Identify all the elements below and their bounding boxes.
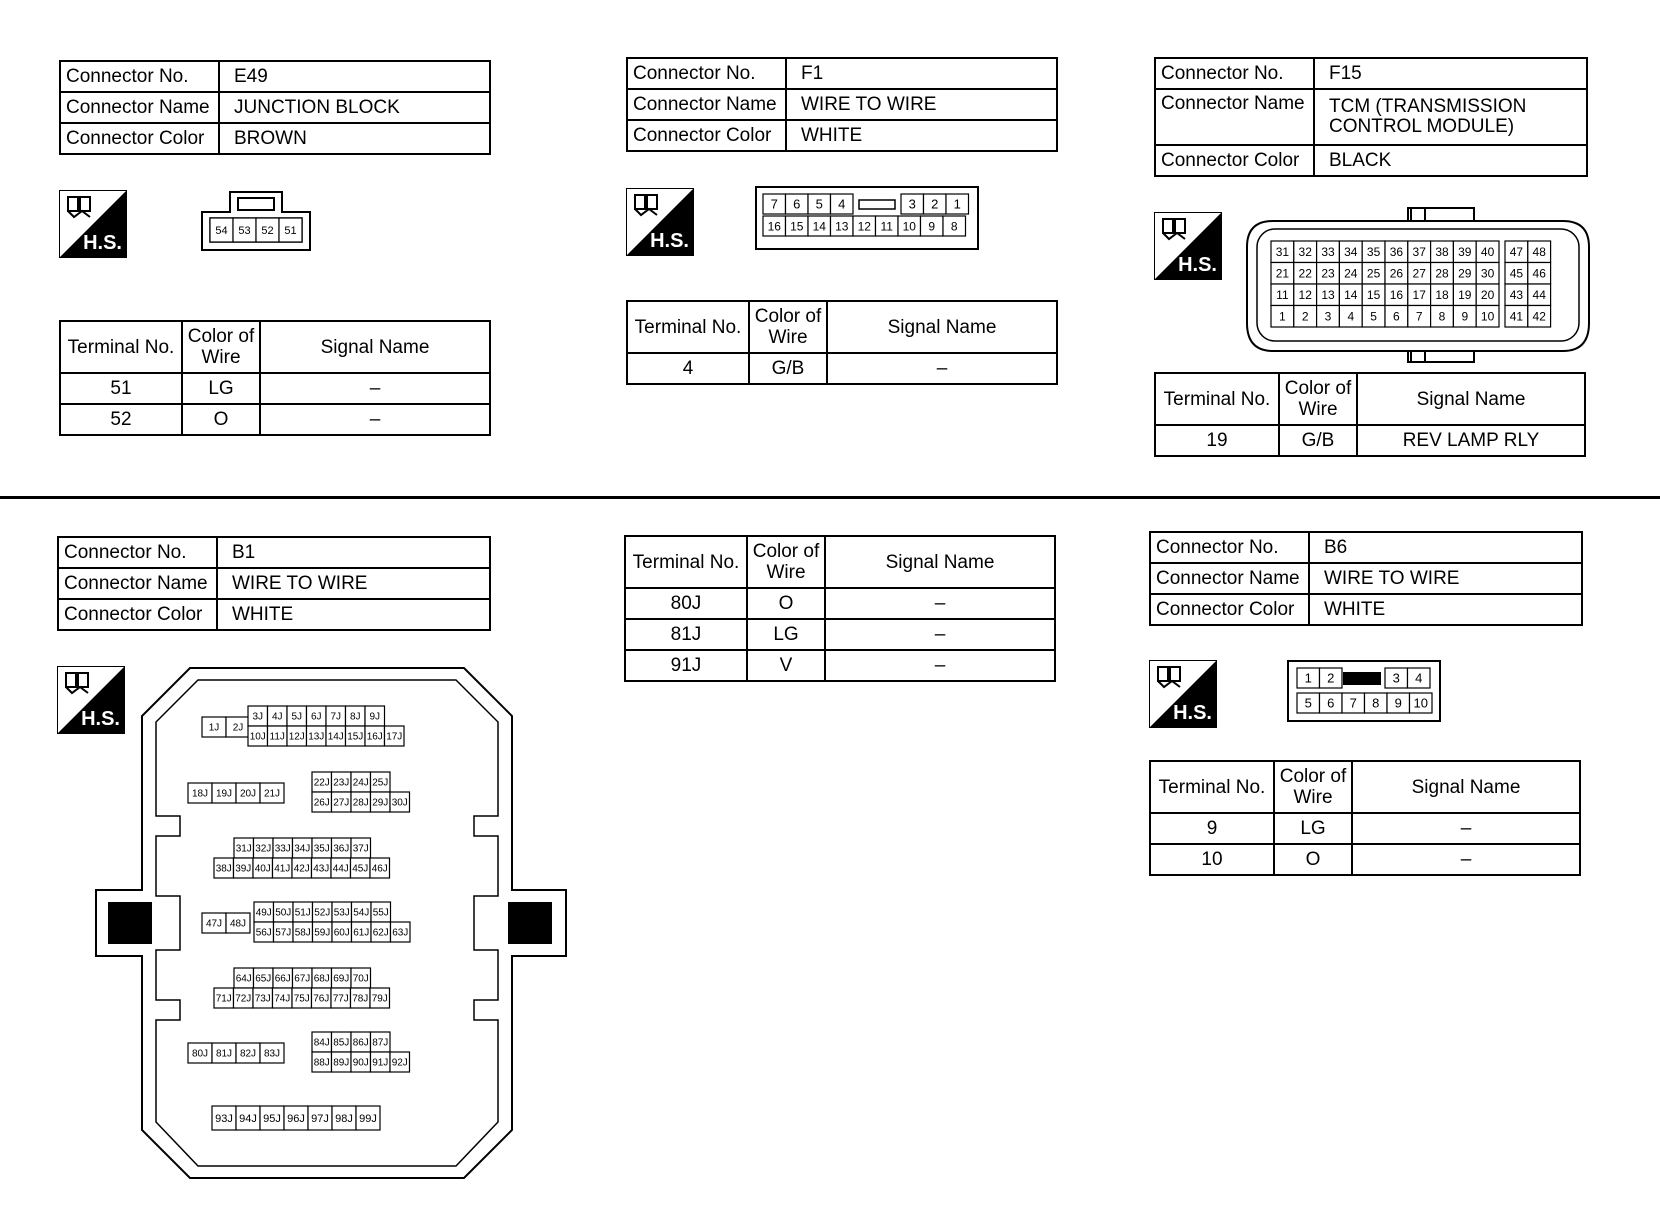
pin-label: 2 — [1301, 309, 1309, 324]
pin-label: 15 — [790, 219, 804, 234]
b6-info-table — [1149, 531, 1583, 626]
pin-label: 1 — [1279, 309, 1286, 324]
pin-label: 92J — [391, 1057, 408, 1069]
pin-label: 33J — [274, 843, 291, 855]
signal-name-header: Signal Name — [260, 321, 490, 373]
pin-label: 1J — [208, 722, 220, 734]
pin-label: 38J — [215, 863, 232, 875]
hs-icon: H.S. — [626, 188, 694, 256]
pin-label: 6 — [1393, 309, 1400, 324]
connector-name-label: Connector Name — [627, 89, 786, 120]
pin-label: 30 — [1480, 266, 1495, 281]
signal-name-header: Signal Name — [1357, 373, 1585, 425]
pin-label: 37 — [1412, 245, 1426, 260]
pin-label: 67J — [294, 973, 311, 985]
pin-label: 47J — [205, 918, 223, 930]
pin-label: 87J — [372, 1037, 389, 1049]
pin-label: 3 — [908, 196, 916, 212]
pin-label: 55J — [372, 907, 389, 919]
pin-label: 41 — [1509, 309, 1524, 324]
pin-label: 40 — [1480, 245, 1495, 260]
pin-label: 52 — [261, 224, 274, 237]
pin-label: 51J — [294, 907, 311, 919]
pin-label: 12 — [1298, 288, 1312, 303]
pin-label: 25 — [1366, 266, 1381, 281]
color-of-wire-header: Color of Wire — [1274, 761, 1352, 813]
pin-label: 3J — [252, 711, 264, 723]
f15-connector-name: TCM (TRANSMISSION CONTROL MODULE) — [1314, 89, 1587, 145]
pin-label: 80J — [191, 1048, 209, 1060]
connector-color-label: Connector Color — [1155, 145, 1314, 176]
f1-connector-no: F1 — [786, 58, 1057, 89]
e49-connector-no: E49 — [219, 61, 490, 92]
terminal-no-header: Terminal No. — [627, 301, 749, 353]
pin-label: 57J — [275, 927, 292, 939]
pin-label: 44 — [1532, 288, 1546, 303]
pin-label: 97J — [311, 1112, 329, 1125]
pin-label: 9J — [369, 711, 381, 723]
pin-label: 31J — [235, 843, 252, 855]
pin-label: 38 — [1435, 245, 1449, 260]
e49-info-table — [59, 60, 491, 155]
pin-label: 34J — [294, 843, 311, 855]
pin-label: 54 — [215, 224, 228, 237]
pin-label: 50J — [275, 907, 292, 919]
pin-label: 39 — [1458, 245, 1472, 260]
pin-label: 43J — [313, 863, 330, 875]
pin-label: 58J — [294, 927, 311, 939]
table-row: 91J V – — [625, 650, 1055, 681]
pin-label: 5 — [1304, 695, 1312, 711]
pin-label: 10 — [902, 219, 916, 234]
pin-label: 60J — [333, 927, 350, 939]
pin-label: 76J — [313, 993, 330, 1005]
pin-label: 4J — [271, 711, 283, 723]
hs-icon: H.S. — [1154, 212, 1222, 280]
signal-name-header: Signal Name — [825, 536, 1055, 588]
pin-label: 4 — [1415, 670, 1423, 686]
f1-info-table — [626, 57, 1058, 152]
pin-label: 11 — [1276, 288, 1289, 303]
pin-label: 74J — [274, 993, 291, 1005]
pin-label: 7 — [1349, 695, 1357, 711]
pin-label: 6J — [310, 711, 322, 723]
pin-label: 13 — [835, 219, 849, 234]
color-of-wire-header: Color of Wire — [182, 321, 260, 373]
b1-connector-color: WHITE — [217, 599, 490, 630]
pin-label: 32 — [1298, 245, 1312, 260]
pin-label: 9 — [1394, 695, 1402, 711]
pin-label: 3 — [1324, 309, 1332, 324]
pin-label: 78J — [352, 993, 369, 1005]
pin-label: 48J — [229, 918, 247, 930]
pin-label: 46 — [1532, 266, 1546, 281]
table-row: 81J LG – — [625, 619, 1055, 650]
pin-label: 54J — [353, 907, 370, 919]
pin-label: 27 — [1412, 266, 1426, 281]
pin-label: 5 — [815, 196, 823, 212]
pin-label: 25J — [372, 777, 389, 789]
pin-label: 8 — [1372, 695, 1380, 711]
pin-label: 13J — [308, 731, 325, 743]
pin-label: 21 — [1275, 266, 1290, 281]
pin-label: 65J — [255, 973, 272, 985]
pin-label: 91J — [372, 1057, 389, 1069]
pin-label: 81J — [215, 1048, 233, 1060]
pin-label: 94J — [239, 1112, 257, 1125]
pin-label: 23 — [1321, 266, 1335, 281]
pin-label: 17 — [1412, 288, 1426, 303]
pin-label: 3 — [1392, 670, 1400, 686]
pin-label: 12J — [288, 731, 305, 743]
pin-label: 79J — [371, 993, 388, 1005]
pin-label: 52J — [314, 907, 331, 919]
section-divider — [0, 496, 1660, 499]
color-of-wire-header: Color of Wire — [747, 536, 825, 588]
pin-label: 6 — [1327, 695, 1335, 711]
table-row: 10 O – — [1150, 844, 1580, 875]
pin-label: 85J — [333, 1037, 350, 1049]
pin-label: 24 — [1344, 266, 1358, 281]
b6-connector-name: WIRE TO WIRE — [1309, 563, 1582, 594]
b1-connector-face — [94, 666, 568, 1180]
pin-label: 96J — [287, 1112, 305, 1125]
table-row: 52 O – — [60, 404, 490, 435]
f15-terminal-table — [1154, 372, 1586, 457]
pin-label: 89J — [333, 1057, 350, 1069]
signal-name-header: Signal Name — [827, 301, 1057, 353]
pin-label: 26 — [1389, 266, 1404, 281]
pin-label: 14 — [1344, 288, 1358, 303]
pin-label: 5J — [291, 711, 303, 723]
pin-label: 14J — [327, 731, 344, 743]
pin-label: 20J — [239, 788, 257, 800]
pin-label: 29 — [1458, 266, 1472, 281]
pin-label: 21J — [263, 788, 281, 800]
pin-label: 46J — [371, 863, 388, 875]
pin-label: 5 — [1370, 309, 1377, 324]
pin-label: 83J — [263, 1048, 281, 1060]
pin-label: 17J — [386, 731, 403, 743]
b1-connector-name: WIRE TO WIRE — [217, 568, 490, 599]
pin-label: 43 — [1509, 288, 1524, 303]
pin-label: 47 — [1509, 245, 1524, 260]
connector-name-label: Connector Name — [58, 568, 217, 599]
e49-connector-color: BROWN — [219, 123, 490, 154]
pin-label: 42J — [293, 863, 310, 875]
terminal-no-header: Terminal No. — [1150, 761, 1274, 813]
pin-label: 30J — [391, 797, 408, 809]
pin-label: 69J — [333, 973, 350, 985]
connector-no-label: Connector No. — [1155, 58, 1314, 89]
f15-info-table — [1154, 57, 1588, 177]
pin-label: 22 — [1298, 266, 1312, 281]
pin-label: 37J — [352, 843, 369, 855]
pin-label: 70J — [352, 973, 369, 985]
table-row: 4 G/B – — [627, 353, 1057, 384]
pin-label: 18 — [1435, 288, 1449, 303]
b6-connector-color: WHITE — [1309, 594, 1582, 625]
pin-label: 8 — [950, 219, 958, 234]
pin-label: 72J — [235, 993, 252, 1005]
pin-label: 8 — [1438, 309, 1446, 324]
b6-connector-face — [1287, 660, 1441, 722]
pin-label: 15 — [1366, 288, 1381, 303]
pin-label: 42 — [1532, 309, 1546, 324]
pin-label: 11J — [269, 731, 285, 743]
connector-name-label: Connector Name — [1150, 563, 1309, 594]
pin-label: 35J — [313, 843, 330, 855]
pin-label: 27J — [333, 797, 350, 809]
pin-label: 35 — [1366, 245, 1381, 260]
f15-connector-no: F15 — [1314, 58, 1587, 89]
f1-terminal-table — [626, 300, 1058, 385]
connector-name-label: Connector Name — [1155, 89, 1314, 145]
f1-connector-name: WIRE TO WIRE — [786, 89, 1057, 120]
e49-connector-name: JUNCTION BLOCK — [219, 92, 490, 123]
pin-label: 36J — [333, 843, 350, 855]
pin-label: 28J — [352, 797, 369, 809]
pin-label: 53 — [238, 224, 251, 237]
pin-label: 34 — [1344, 245, 1358, 260]
pin-label: 18J — [191, 788, 209, 800]
pin-label: 9 — [928, 219, 936, 234]
connector-name-label: Connector Name — [60, 92, 219, 123]
e49-connector-face — [200, 188, 312, 254]
pin-label: 4 — [1347, 309, 1355, 324]
connector-no-label: Connector No. — [1150, 532, 1309, 563]
pin-label: 45 — [1509, 266, 1524, 281]
pin-label: 31 — [1275, 245, 1290, 260]
pin-label: 95J — [263, 1112, 281, 1125]
pin-label: 33 — [1321, 245, 1335, 260]
pin-label: 88J — [313, 1057, 330, 1069]
hs-icon: H.S. — [59, 190, 127, 258]
pin-label: 73J — [254, 993, 271, 1005]
pin-label: 41J — [274, 863, 291, 875]
pin-label: 29J — [372, 797, 389, 809]
table-row: 9 LG – — [1150, 813, 1580, 844]
b6-terminal-table — [1149, 760, 1581, 876]
pin-label: 11 — [880, 219, 893, 234]
pin-label: 10 — [1413, 695, 1428, 711]
pin-label: 51 — [284, 224, 297, 237]
b1-connector-no: B1 — [217, 537, 490, 568]
pin-label: 77J — [332, 993, 349, 1005]
pin-label: 40J — [254, 863, 271, 875]
pin-label: 16 — [1389, 288, 1404, 303]
pin-label: 84J — [313, 1037, 330, 1049]
pin-label: 59J — [314, 927, 331, 939]
pin-label: 61J — [353, 927, 370, 939]
connector-color-label: Connector Color — [1150, 594, 1309, 625]
pin-label: 45J — [352, 863, 369, 875]
color-of-wire-header: Color of Wire — [1279, 373, 1357, 425]
pin-label: 26J — [313, 797, 330, 809]
pin-label: 7 — [770, 196, 778, 212]
pin-label: 8J — [349, 711, 361, 723]
connector-color-label: Connector Color — [627, 120, 786, 151]
terminal-no-header: Terminal No. — [60, 321, 182, 373]
connector-no-label: Connector No. — [627, 58, 786, 89]
pin-label: 16 — [767, 219, 781, 234]
pin-label: 10J — [249, 731, 266, 743]
table-row: 51 LG – — [60, 373, 490, 404]
pin-label: 13 — [1321, 288, 1335, 303]
pin-label: 99J — [359, 1112, 377, 1125]
table-row: 80J O – — [625, 588, 1055, 619]
pin-label: 15J — [347, 731, 364, 743]
connector-color-label: Connector Color — [58, 599, 217, 630]
pin-label: 39J — [235, 863, 252, 875]
pin-label: 6 — [793, 196, 801, 212]
pin-label: 49J — [255, 907, 272, 919]
pin-label: 10 — [1480, 309, 1495, 324]
pin-label: 2 — [1327, 670, 1335, 686]
connector-no-label: Connector No. — [60, 61, 219, 92]
pin-label: 68J — [313, 973, 330, 985]
pin-label: 64J — [235, 973, 252, 985]
b1-terminal-table — [624, 535, 1056, 682]
b1-info-table — [57, 536, 491, 631]
pin-label: 22J — [313, 777, 330, 789]
pin-label: 24J — [352, 777, 369, 789]
signal-name-header: Signal Name — [1352, 761, 1580, 813]
e49-terminal-table — [59, 320, 491, 436]
pin-label: 75J — [293, 993, 310, 1005]
table-row: 19 G/B REV LAMP RLY — [1155, 425, 1585, 456]
pin-label: 7J — [330, 711, 342, 723]
terminal-no-header: Terminal No. — [1155, 373, 1279, 425]
pin-label: 14 — [812, 219, 826, 234]
pin-label: 1 — [953, 196, 961, 212]
f15-connector-color: BLACK — [1314, 145, 1587, 176]
hs-icon: H.S. — [57, 666, 125, 734]
pin-label: 12 — [857, 219, 871, 234]
b6-connector-no: B6 — [1309, 532, 1582, 563]
pin-label: 62J — [372, 927, 389, 939]
pin-label: 9 — [1461, 309, 1469, 324]
hs-icon: H.S. — [1149, 660, 1217, 728]
pin-label: 19 — [1458, 288, 1472, 303]
pin-label: 66J — [274, 973, 291, 985]
pin-label: 53J — [333, 907, 350, 919]
pin-label: 71J — [215, 993, 232, 1005]
pin-label: 86J — [352, 1037, 369, 1049]
pin-label: 7 — [1415, 309, 1423, 324]
pin-label: 23J — [333, 777, 350, 789]
key-slot — [859, 200, 895, 209]
pin-label: 2 — [931, 196, 939, 212]
connector-color-label: Connector Color — [60, 123, 219, 154]
pin-label: 4 — [838, 196, 846, 212]
pin-label: 48 — [1532, 245, 1546, 260]
pin-label: 28 — [1435, 266, 1449, 281]
pin-label: 56J — [255, 927, 272, 939]
pin-label: 63J — [392, 927, 409, 939]
pin-label: 90J — [352, 1057, 369, 1069]
pin-label: 36 — [1389, 245, 1404, 260]
f1-connector-color: WHITE — [786, 120, 1057, 151]
color-of-wire-header: Color of Wire — [749, 301, 827, 353]
pin-label: 98J — [335, 1112, 353, 1125]
pin-label: 32J — [255, 843, 272, 855]
pin-label: 20 — [1480, 288, 1495, 303]
pin-label: 44J — [332, 863, 349, 875]
pin-label: 1 — [1304, 670, 1312, 686]
connector-no-label: Connector No. — [58, 537, 217, 568]
pin-label: 93J — [215, 1112, 233, 1125]
f15-connector-face — [1245, 205, 1591, 365]
pin-label: 16J — [366, 731, 383, 743]
pin-label: 19J — [215, 788, 233, 800]
f1-connector-face — [755, 186, 979, 250]
pin-label: 82J — [239, 1048, 257, 1060]
terminal-no-header: Terminal No. — [625, 536, 747, 588]
pin-label: 2J — [232, 722, 244, 734]
